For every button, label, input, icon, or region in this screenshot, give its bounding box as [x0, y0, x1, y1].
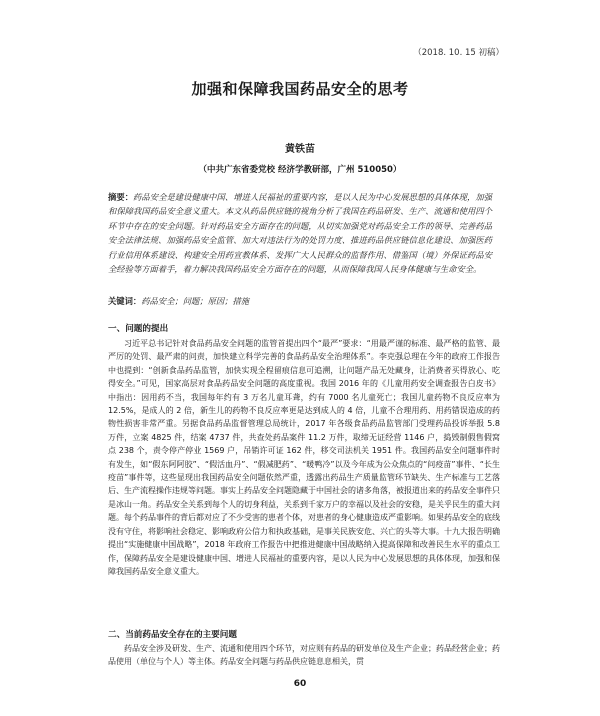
- abstract-label: 摘要：: [108, 192, 134, 202]
- author-name: 黄铁苗: [285, 144, 315, 155]
- section-heading-2: 二、当前药品安全存在的主要问题: [108, 630, 237, 640]
- keywords: [108, 294, 492, 308]
- paragraph: 习近平总书记针对食品药品安全问题的监管首提出四个“最严”要求：“用最严谨的标准、最严格的监管、最严厉的处罚、最严肃的问责，加快建立科学完善的食品药品安全治理体系”。李克强总理在今年的政府工作报告中也提到：“创新食品药品监管，加快实现全程留痕信息可追溯，让问题产品无处藏身，让消费者买得放心、吃得安全。”可见，国家高层对食品药品安全问题的高度重视。我国 2016 年的《儿童用药安全调查报告白皮书》中指出：因用药不当，我国每年约有 3 万名儿童耳聋，约有 7000 名儿童死亡；我国儿童药物不良反应率为 12.5%，是成人的 2 倍，新生儿的药物不良反应率更是达到成人的 4 倍，儿童不合理用药、用药错误造成的药物性损害非常严重。另据食品药品监督管理总局统计，2017 年各级食品药品监管部门受理药品投诉举报 5.8 万件，立案 4825 件，结案 4737 件，共查处药品案件 11.2 万件，取缔无证经营 1146 户，捣毁制假售假窝点 238 个，责令停产停业 1569 户，吊销许可证 162 件，移交司法机关 1951 件。我国药品安全问题事件时有发生，如“假东阿阿胶”、“假活血丹”、“假减肥药”、“暖鸭冷”以及今年成为公众焦点的“问疫苗”事件、“长生疫苗”事件等，这些显现出我国药品安全问题依然严重，透露出药品生产质量监管环节缺失、生产标准与工艺落后、生产流程操作违规等问题。事实上药品安全问题隐藏于中国社会的诸多角落，被报道出来的药品安全事件只是冰山一角。药品安全关系到每个人的切身利益，关系到千家万户的幸福以及社会的安稳，是关乎民生的重大问题。每个药品事件的背后都对应了不少受害的患者个体，对患者的身心健康造成严重影响。如果药品安全的底线没有守住，将影响社会稳定、影响政府公信力和执政基础，是事关民族安危、兴亡的头等大事。十九大报告明确提出“实施健康中国战略”，2018 年政府工作报告中把推进健康中国战略纳入提高保障和改善民生水平的重点工作，保障药品安全是建设健康中国、增进人民福祉的重要内容，是以人民为中心发展思想的具体体现，加强和保障我国药品安全意义重大。: [108, 339, 500, 576]
- keywords-label: 关键词：: [108, 296, 142, 306]
- section-body-1: [108, 337, 500, 578]
- keywords-text: 药品安全；问题；原因；措施: [141, 296, 250, 306]
- paragraph: 药品安全涉及研发、生产、流通和使用四个环节，对应则有药品的研发单位及生产企业；药品经营企业；药品使用（单位与个人）等主体。药品安全问题与药品供应链息息相关，贯: [108, 644, 500, 667]
- author-affiliation: （中共广东省委党校 经济学教研部，广州 510050）: [198, 165, 402, 175]
- abstract: [108, 190, 492, 276]
- section-body-2: [108, 642, 500, 669]
- draft-date-note: （2018. 10. 15 初稿）: [413, 48, 504, 58]
- abstract-text: 药品安全是建设健康中国、增进人民福祉的重要内容，是以人民为中心发展思想的具体体现，加强和保障我国药品安全意义重大。本文从药品供应链的视角分析了我国在药品研发、生产、流通和使用四个环节中存在的安全问题。针对药品安全方面存在的问题，从切实加强党对药品安全工作的领导、完善药品安全法律法规、加强药品安全监管、加大对违法行为的处罚力度、推进药品供应链信息化建设、加强医药行业信用体系建设、构建安全用药宣教体系、发挥广大人民群众的监督作用、借鉴国（境）外保证药品安全经验等方面着手，着力解决我国药品安全方面存在的问题，从而保障我国人民身体健康与生命安全。: [108, 192, 492, 275]
- paper-title: 加强和保障我国药品安全的思考: [191, 80, 409, 98]
- page-number: 60: [293, 679, 307, 689]
- section-heading-1: 一、问题的提出: [108, 324, 169, 334]
